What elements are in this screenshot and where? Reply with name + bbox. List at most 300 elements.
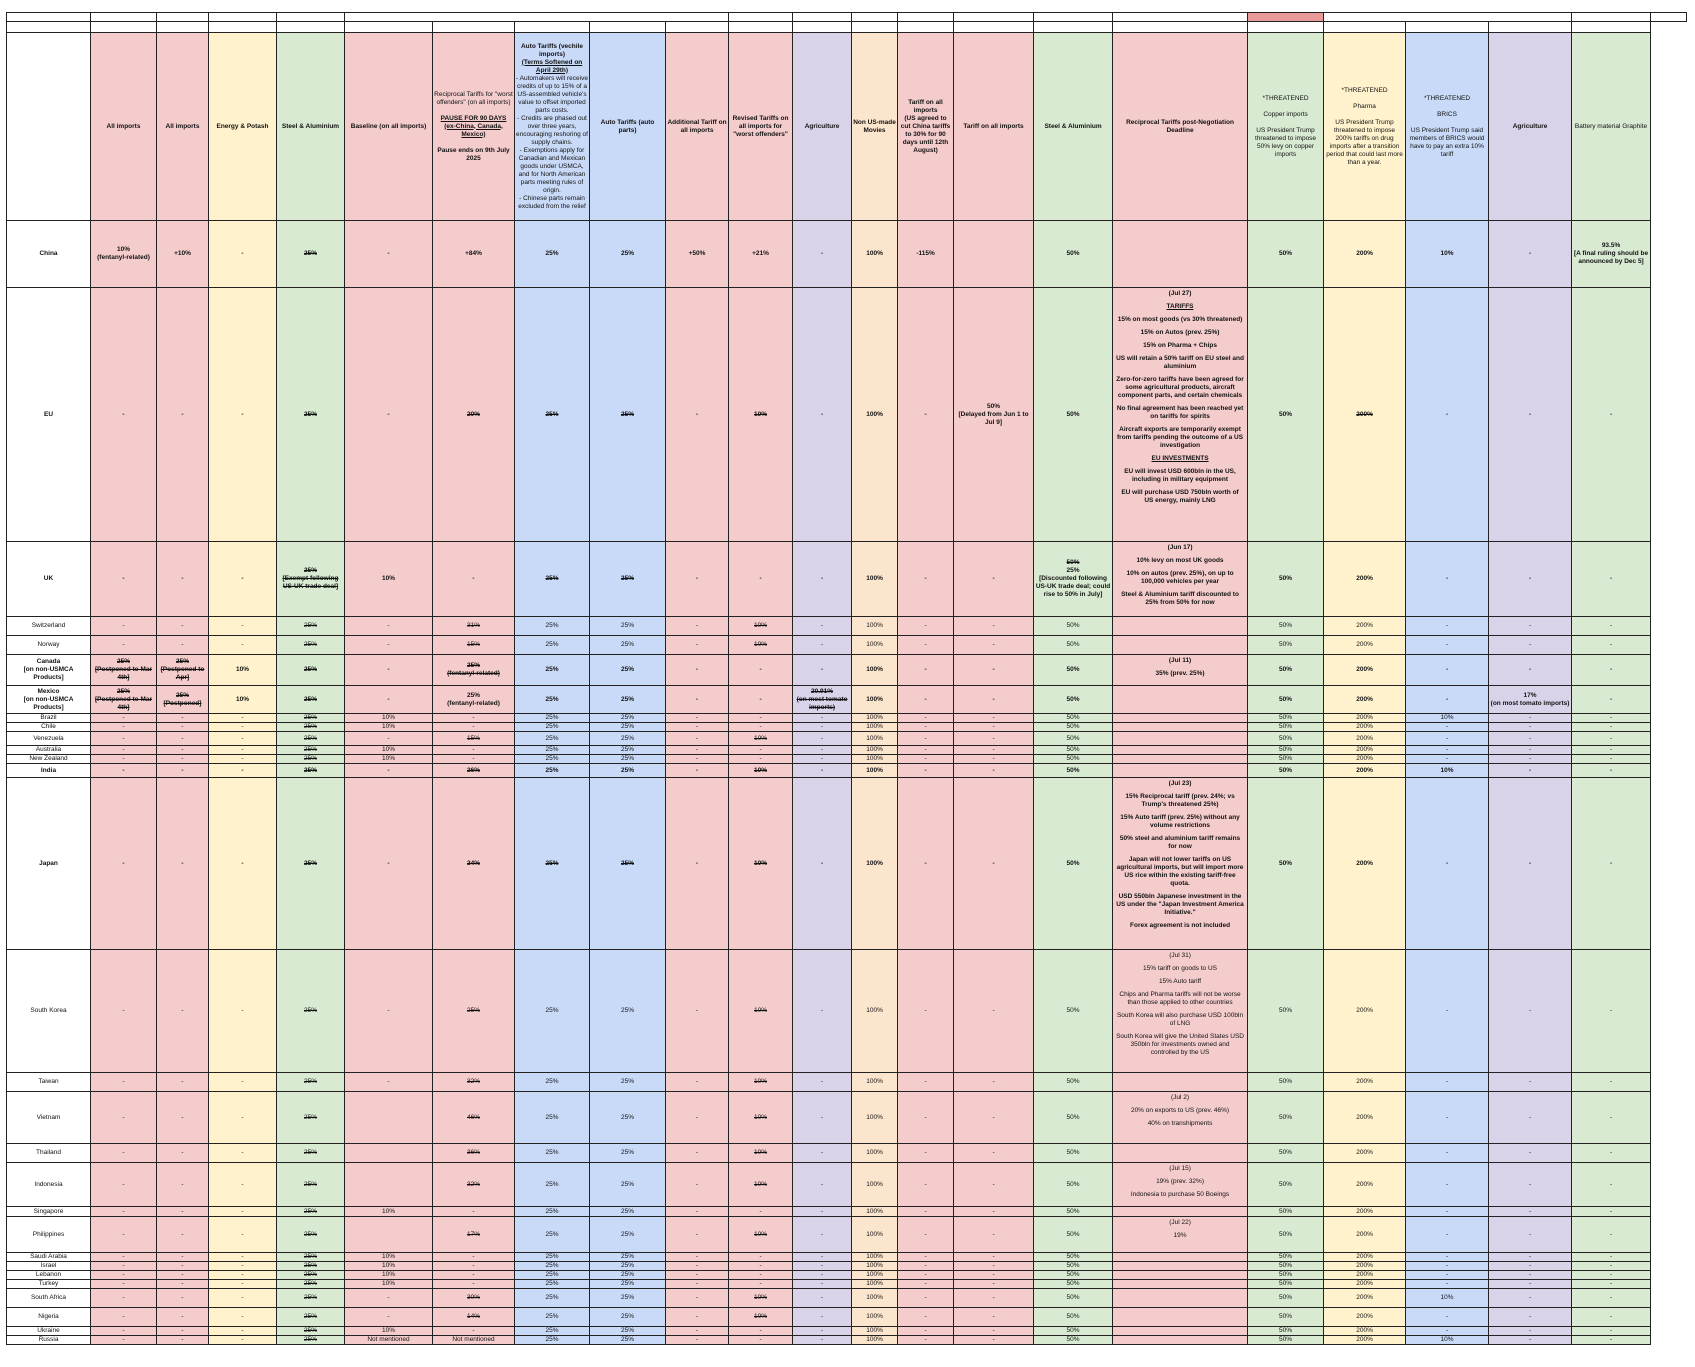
tariff-cell xyxy=(1324,746,1406,755)
tariff-cell xyxy=(954,714,1034,723)
cell-line: 100% xyxy=(866,859,883,867)
tariff-cell xyxy=(277,686,345,714)
note-line: 35% (prev. 25%) xyxy=(1155,670,1205,677)
cell-line: - xyxy=(759,666,762,673)
cell-line: 50% xyxy=(1279,1280,1293,1287)
cell-line: 50% xyxy=(1066,1113,1080,1121)
cell-line: 25% xyxy=(545,859,559,867)
tariff-cell xyxy=(898,542,954,617)
cell-line: 200% xyxy=(1356,1280,1373,1287)
tariff-cell xyxy=(433,542,515,617)
tariff-cell xyxy=(1113,1327,1248,1336)
cell-line: - xyxy=(695,1336,699,1343)
tariff-cell xyxy=(1113,1163,1248,1207)
cell-line: - xyxy=(241,755,244,762)
cell-line: Singapore xyxy=(33,1207,64,1215)
tariff-cell xyxy=(590,1262,666,1271)
tariff-cell xyxy=(277,1163,345,1207)
announced-date xyxy=(209,13,277,22)
tariff-cell xyxy=(852,288,898,542)
cell-line: - xyxy=(181,1230,184,1238)
tariff-cell xyxy=(666,732,729,746)
tariff-column-header xyxy=(1248,33,1324,221)
cell-line: - xyxy=(241,1280,244,1287)
tariff-cell xyxy=(515,950,590,1073)
cell-line: 100% xyxy=(866,641,883,648)
cell-line: - xyxy=(992,1230,995,1238)
cell-line: 10% xyxy=(381,1271,395,1278)
tariff-cell xyxy=(729,746,793,755)
tariff-cell xyxy=(793,723,852,732)
tariff-cell xyxy=(1034,755,1113,764)
cell-line: - xyxy=(924,622,927,629)
announced-date xyxy=(277,13,345,22)
tariff-cell xyxy=(1113,950,1248,1073)
tariff-cell xyxy=(1113,764,1248,778)
cell-line: 50% xyxy=(1066,1207,1080,1215)
tariff-cell xyxy=(1034,1336,1113,1345)
cell-line: - xyxy=(695,755,699,762)
table-row xyxy=(7,542,1687,617)
cell-line: - xyxy=(241,859,244,867)
cell-line: 200% xyxy=(1356,1271,1373,1278)
tariff-cell xyxy=(1248,1253,1324,1262)
cell-line: - xyxy=(387,1007,390,1014)
tariff-cell xyxy=(277,1217,345,1253)
cell-line: - xyxy=(992,746,995,753)
tariff-cell xyxy=(1324,1163,1406,1207)
tariff-cell xyxy=(954,950,1034,1073)
cell-line: - xyxy=(1528,1078,1532,1085)
cell-line: 50% xyxy=(1279,859,1293,867)
tariff-cell xyxy=(793,714,852,723)
tariff-cell xyxy=(277,1262,345,1271)
tariff-cell xyxy=(1406,950,1489,1073)
cell-line: 10% xyxy=(754,1313,768,1320)
tariff-cell xyxy=(1034,714,1113,723)
tariff-cell xyxy=(954,778,1034,950)
tariff-cell xyxy=(1034,764,1113,778)
announced-date xyxy=(1651,13,1687,22)
cell-line: [A final ruling should be announced by Dec 5] xyxy=(1573,250,1649,265)
tariff-cell xyxy=(91,778,157,950)
cell-line: - xyxy=(241,575,244,582)
tariff-cell xyxy=(1324,1280,1406,1289)
cell-line: 25% xyxy=(545,714,559,721)
tariff-cell xyxy=(1113,778,1248,950)
tariff-cell xyxy=(852,1207,898,1217)
tariff-column-header xyxy=(852,33,898,221)
cell-line: - xyxy=(122,1149,125,1156)
tariff-cell xyxy=(345,778,433,950)
tariff-cell xyxy=(1324,617,1406,636)
table-row xyxy=(7,1253,1687,1262)
tariff-cell xyxy=(1248,714,1324,723)
tariff-cell xyxy=(729,1262,793,1271)
cell-line: - xyxy=(387,1078,390,1085)
cell-line: - xyxy=(181,723,184,730)
tariff-cell xyxy=(666,1262,729,1271)
tariff-cell xyxy=(1406,1308,1489,1327)
tariff-cell xyxy=(345,542,433,617)
cell-line: - xyxy=(1528,1230,1532,1238)
cell-line: 25% xyxy=(303,1180,317,1188)
cell-line: - xyxy=(1528,766,1532,774)
tariff-cell xyxy=(898,723,954,732)
cell-line: - xyxy=(181,1336,184,1343)
cell-line: - xyxy=(924,1313,927,1320)
tariff-cell xyxy=(954,1073,1034,1092)
tariff-cell xyxy=(666,1280,729,1289)
effective-date xyxy=(729,22,793,33)
cell-line: - xyxy=(472,1253,475,1260)
cell-line: - xyxy=(387,695,390,703)
note-line: Indonesia to purchase 50 Boeings xyxy=(1130,1191,1230,1198)
tariff-cell xyxy=(345,1144,433,1163)
tariff-cell xyxy=(1248,1289,1324,1308)
tariff-cell xyxy=(277,221,345,288)
country-turkey xyxy=(7,1280,91,1289)
cell-line: 10% xyxy=(381,746,395,753)
tariff-cell xyxy=(793,950,852,1073)
cell-line: - xyxy=(695,1280,699,1287)
cell-line: 25% xyxy=(1066,567,1080,574)
tariff-cell xyxy=(1248,755,1324,764)
cell-line: South Korea xyxy=(30,1007,67,1014)
cell-line: 50% xyxy=(1279,1207,1293,1215)
cell-line: - xyxy=(1609,641,1613,648)
tariff-cell xyxy=(793,1253,852,1262)
tariff-cell xyxy=(91,288,157,542)
cell-line: 17% xyxy=(1523,691,1537,699)
tariff-cell xyxy=(91,636,157,655)
tariff-cell xyxy=(277,288,345,542)
header-line: Energy & Potash xyxy=(216,122,269,130)
tariff-cell xyxy=(793,1280,852,1289)
cell-line: 50% xyxy=(1066,734,1080,742)
cell-line: 200% xyxy=(1356,1327,1373,1334)
cell-line: - xyxy=(1445,622,1449,629)
tariff-cell xyxy=(1113,1280,1248,1289)
tariff-cell xyxy=(729,1207,793,1217)
tariff-cell xyxy=(852,723,898,732)
cell-line: 30% xyxy=(466,1294,480,1301)
cell-line: 25% xyxy=(620,714,634,721)
tariff-cell xyxy=(590,1327,666,1336)
tariff-cell xyxy=(954,542,1034,617)
tariff-cell xyxy=(433,1336,515,1345)
cell-line: 25% xyxy=(175,691,189,699)
cell-line: 200% xyxy=(1356,1253,1373,1260)
tariff-cell xyxy=(91,617,157,636)
tariff-cell xyxy=(898,1144,954,1163)
tariff-cell xyxy=(590,1163,666,1207)
cell-line: - xyxy=(1528,1180,1532,1188)
effective-date xyxy=(1113,22,1248,33)
cell-line: 20% xyxy=(466,410,480,418)
cell-line: - xyxy=(1445,1230,1449,1238)
country-switzerland xyxy=(7,617,91,636)
tariff-cell xyxy=(1324,1327,1406,1336)
cell-line: 50% xyxy=(1066,746,1080,753)
cell-line: - xyxy=(1528,666,1532,673)
cell-line: - xyxy=(472,1327,475,1334)
cell-line: 50% xyxy=(1066,723,1080,730)
note-line: 10% levy on most UK goods xyxy=(1136,557,1224,564)
cell-line: - xyxy=(759,1253,762,1260)
cell-line: - xyxy=(122,622,125,629)
cell-line: - xyxy=(1445,1313,1449,1320)
tariff-cell xyxy=(1324,655,1406,686)
tariff-cell xyxy=(1034,1253,1113,1262)
tariff-cell xyxy=(1406,221,1489,288)
tariff-cell xyxy=(515,1144,590,1163)
tariff-cell xyxy=(1489,950,1572,1073)
cell-line: - xyxy=(1609,575,1613,582)
tariff-cell xyxy=(1572,1308,1651,1327)
announced-date xyxy=(793,13,852,22)
cell-line: - xyxy=(181,1207,184,1215)
cell-line: - xyxy=(122,723,125,730)
cell-line: - xyxy=(924,755,927,762)
tariff-cell xyxy=(1489,732,1572,746)
cell-line: - xyxy=(1609,1280,1613,1287)
us-tariffs-on-label xyxy=(7,33,91,221)
tariff-cell xyxy=(1248,288,1324,542)
cell-line: - xyxy=(241,641,244,648)
tariff-cell xyxy=(433,764,515,778)
tariff-cell xyxy=(277,1253,345,1262)
cell-line: Russia xyxy=(38,1336,59,1343)
cell-line: China xyxy=(39,250,58,257)
cell-line: 100% xyxy=(866,1327,883,1334)
cell-line: - xyxy=(820,666,824,673)
tariff-cell xyxy=(590,1289,666,1308)
cell-line: Brazil xyxy=(40,714,57,721)
cell-line: - xyxy=(924,575,927,582)
tariff-cell xyxy=(1034,617,1113,636)
tariff-cell xyxy=(793,1336,852,1345)
cell-line: 25% xyxy=(303,250,317,257)
cell-line: 100% xyxy=(866,695,883,703)
cell-line: 25% xyxy=(303,410,317,418)
tariff-cell xyxy=(666,1336,729,1345)
cell-line: 25% xyxy=(545,1230,559,1238)
cell-line: - xyxy=(759,714,762,721)
tariff-cell xyxy=(729,1271,793,1280)
cell-line: 46% xyxy=(466,1113,480,1121)
cell-line: - xyxy=(387,641,390,648)
tariff-cell xyxy=(1572,1163,1651,1207)
cell-line: - xyxy=(1609,1294,1613,1301)
cell-line: - xyxy=(122,1271,125,1278)
table-row xyxy=(7,221,1687,288)
tariff-cell xyxy=(954,1327,1034,1336)
cell-line: - xyxy=(1445,1253,1449,1260)
tariff-cell xyxy=(729,1327,793,1336)
country-vietnam xyxy=(7,1092,91,1144)
tariff-column-header xyxy=(1324,33,1406,221)
tariff-cell xyxy=(433,732,515,746)
cell-line: 10% xyxy=(754,410,768,418)
cell-line: 50% xyxy=(1279,714,1293,721)
cell-line: 50% xyxy=(1066,641,1080,648)
tariff-cell xyxy=(1572,1289,1651,1308)
tariff-cell xyxy=(793,542,852,617)
tariff-cell xyxy=(666,723,729,732)
tariff-cell xyxy=(1248,1336,1324,1345)
tariff-cell xyxy=(1572,1336,1651,1345)
cell-line: - xyxy=(992,714,995,721)
cell-line: 25% xyxy=(545,1207,559,1215)
tariff-cell xyxy=(954,636,1034,655)
tariff-cell xyxy=(1489,1280,1572,1289)
announced-date xyxy=(1113,13,1248,22)
cell-line: 200% xyxy=(1356,1078,1373,1085)
tariff-cell xyxy=(1489,1217,1572,1253)
cell-line: 25% xyxy=(545,695,559,703)
cell-line: 25% xyxy=(620,734,634,742)
tariff-cell xyxy=(793,1144,852,1163)
cell-line: 10% xyxy=(1440,714,1454,721)
cell-line: - xyxy=(241,1294,244,1301)
cell-line: 25% xyxy=(303,1253,317,1260)
cell-line: (fentanyl-related) xyxy=(97,254,150,261)
tariff-cell xyxy=(590,617,666,636)
tariff-cell xyxy=(157,655,209,686)
tariff-cell xyxy=(433,1163,515,1207)
cell-line: - xyxy=(1528,575,1532,582)
tariff-cell xyxy=(666,1073,729,1092)
tariff-cell xyxy=(1489,1073,1572,1092)
tariff-cell xyxy=(1034,732,1113,746)
cell-line: - xyxy=(181,622,184,629)
tariff-cell xyxy=(515,636,590,655)
cell-line: 25% xyxy=(545,1271,559,1278)
cell-line: 25% xyxy=(620,746,634,753)
table-row xyxy=(7,1144,1687,1163)
tariff-cell xyxy=(1113,1253,1248,1262)
tariff-cell xyxy=(666,288,729,542)
cell-line: 50% xyxy=(1279,1327,1293,1334)
cell-line: - xyxy=(181,1280,184,1287)
tariff-cell xyxy=(1406,1163,1489,1207)
cell-line: - xyxy=(1445,1271,1449,1278)
tariff-cell xyxy=(91,221,157,288)
tariff-column-header xyxy=(209,33,277,221)
cell-line: 25% xyxy=(466,1007,480,1014)
cell-line: Saudi Arabia xyxy=(30,1253,67,1260)
tariff-cell xyxy=(793,1217,852,1253)
cell-line: 100% xyxy=(866,1271,883,1278)
cell-line: - xyxy=(122,1313,125,1320)
announced-date xyxy=(954,13,1034,22)
tariff-cell xyxy=(1113,1073,1248,1092)
tariff-cell xyxy=(345,1073,433,1092)
tariff-cell xyxy=(590,1207,666,1217)
cell-line: - xyxy=(241,1327,244,1334)
note-line: (Jun 17) xyxy=(1167,544,1193,551)
tariff-cell xyxy=(666,1092,729,1144)
tariff-cell xyxy=(277,1336,345,1345)
cell-line: 25% xyxy=(175,658,189,665)
tariff-cell xyxy=(1572,1144,1651,1163)
cell-line: - xyxy=(820,859,824,867)
cell-line: 50% xyxy=(1279,1253,1293,1260)
tariff-cell xyxy=(1406,1262,1489,1271)
tariff-cell xyxy=(852,1308,898,1327)
tariff-cell xyxy=(515,1217,590,1253)
cell-line: 25% xyxy=(545,622,559,629)
tariff-cell xyxy=(515,655,590,686)
country-ukraine xyxy=(7,1327,91,1336)
cell-line: - xyxy=(924,859,927,867)
header-line: (US agreed to cut China tariffs to 30% for 90 days until 12th August) xyxy=(900,114,951,154)
cell-line: - xyxy=(924,666,927,673)
cell-line: - xyxy=(387,250,390,257)
cell-line: - xyxy=(992,1271,995,1278)
tariff-cell xyxy=(433,1262,515,1271)
tariff-cell xyxy=(954,1092,1034,1144)
cell-line: - xyxy=(241,1271,244,1278)
cell-line: Not mentioned xyxy=(452,1336,495,1343)
header-line: Agriculture xyxy=(1512,122,1548,130)
cell-line: - xyxy=(387,1294,390,1301)
cell-line: - xyxy=(1609,1336,1613,1343)
tariff-cell xyxy=(1572,655,1651,686)
cell-line: - xyxy=(695,714,699,721)
cell-line: - xyxy=(1528,1262,1532,1269)
announced-date xyxy=(852,13,898,22)
tariff-cell xyxy=(852,686,898,714)
tariff-cell xyxy=(433,288,515,542)
tariff-cell xyxy=(729,1289,793,1308)
cell-line: (fentanyl-related) xyxy=(447,670,500,677)
tariff-cell xyxy=(91,746,157,755)
cell-line: 25% xyxy=(620,695,634,703)
tariff-cell xyxy=(1034,655,1113,686)
tariff-column-header xyxy=(1113,33,1248,221)
tariff-cell xyxy=(1572,1092,1651,1144)
tariff-cell xyxy=(1324,1092,1406,1144)
tariff-cell xyxy=(209,723,277,732)
tariff-cell xyxy=(852,1217,898,1253)
cell-line: 25% xyxy=(620,1294,634,1301)
cell-line: 25% xyxy=(620,755,634,762)
cell-line: - xyxy=(820,723,824,730)
effective-date xyxy=(590,22,666,33)
tariff-cell xyxy=(1324,778,1406,950)
table-row xyxy=(7,1280,1687,1289)
tariff-cell xyxy=(345,950,433,1073)
cell-line: - xyxy=(122,641,125,648)
cell-line: - xyxy=(820,1313,824,1320)
cell-line: - xyxy=(181,859,184,867)
cell-line: - xyxy=(1445,1180,1449,1188)
cell-line: - xyxy=(1609,723,1613,730)
tariff-cell xyxy=(277,723,345,732)
tariff-cell xyxy=(209,221,277,288)
country-south-africa xyxy=(7,1289,91,1308)
tariff-cell xyxy=(1034,1144,1113,1163)
tariff-cell xyxy=(91,1280,157,1289)
tariff-cell xyxy=(209,542,277,617)
effective-date xyxy=(345,22,433,33)
cell-line: - xyxy=(924,1007,927,1014)
cell-line: 100% xyxy=(866,410,883,418)
cell-line: 25% xyxy=(620,622,634,629)
cell-line: - xyxy=(759,1336,762,1343)
